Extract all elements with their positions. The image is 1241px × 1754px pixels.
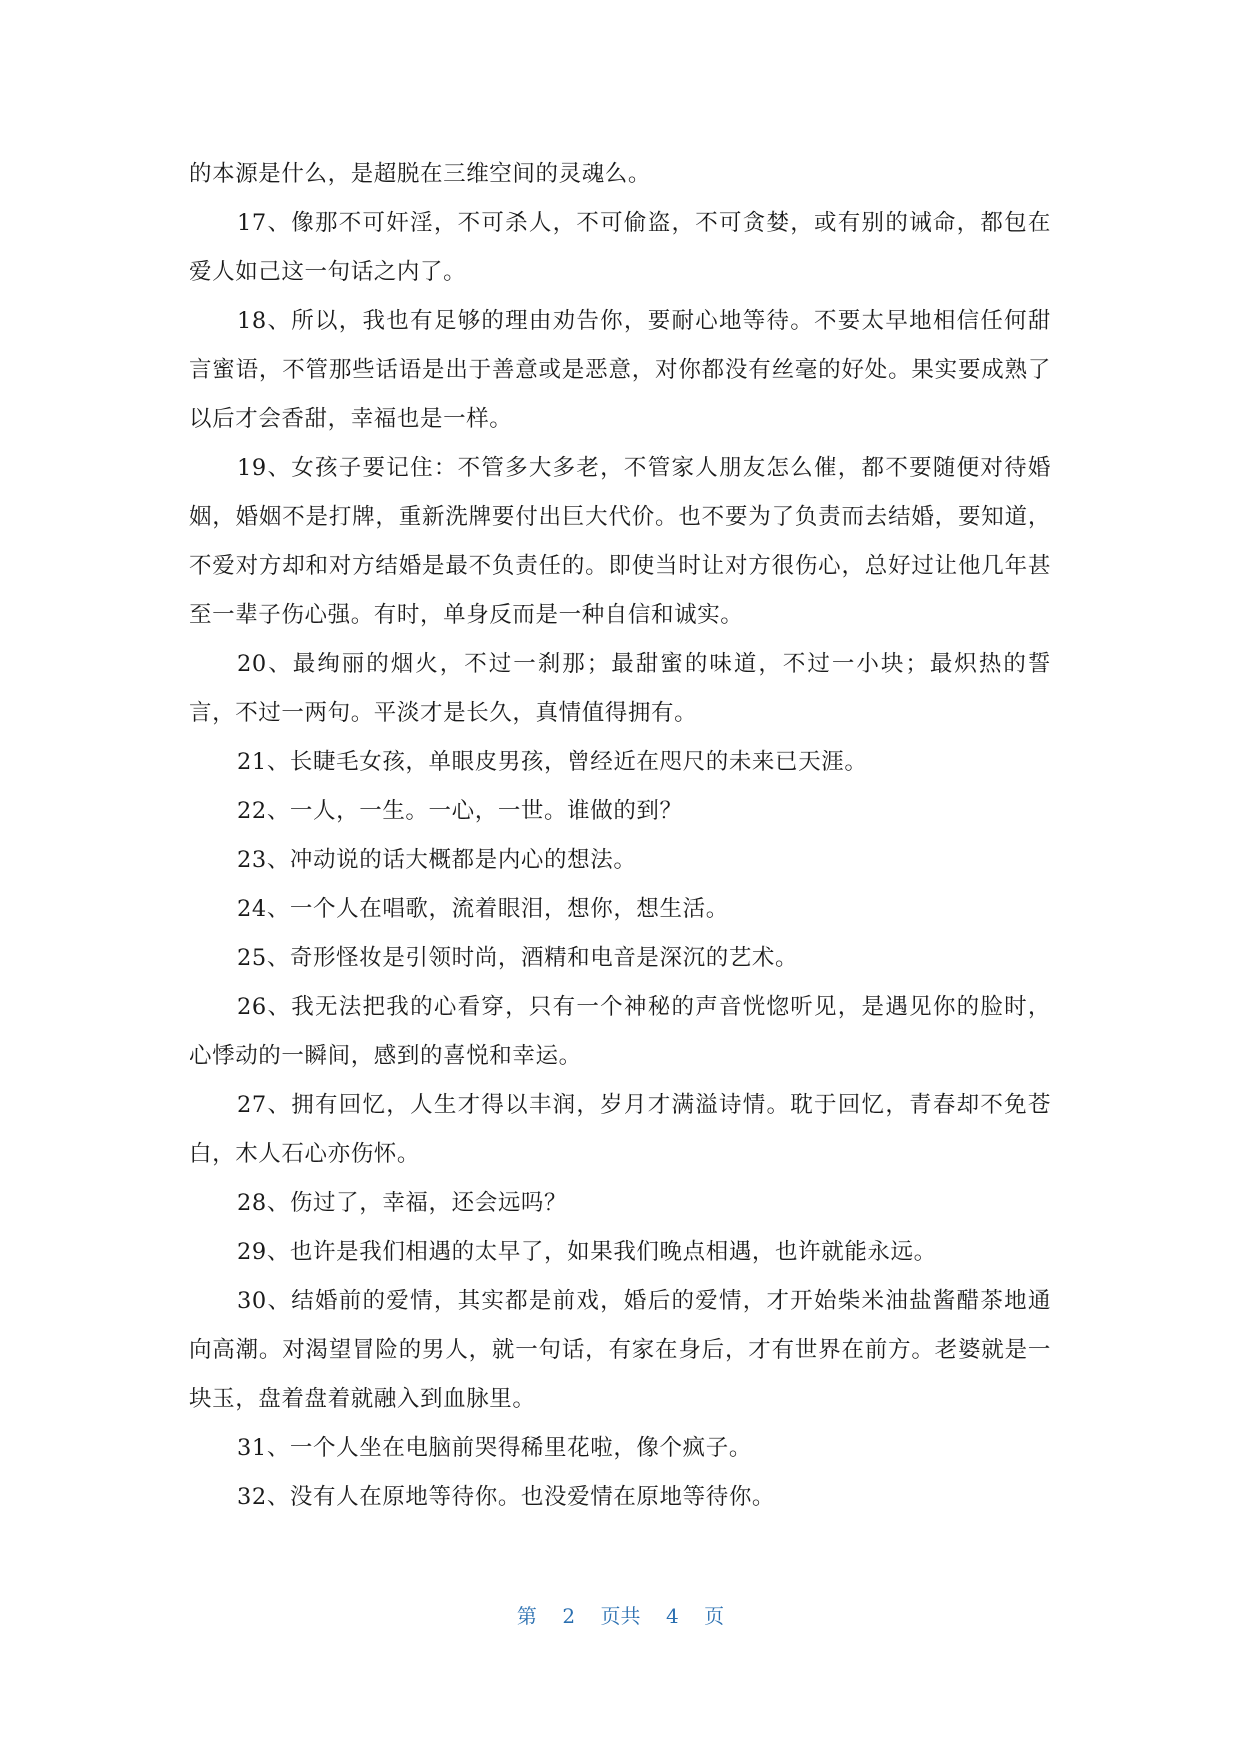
paragraph-29: 29、也许是我们相遇的太早了，如果我们晚点相遇，也许就能永远。: [237, 1239, 937, 1265]
footer-label-page-end: 页: [704, 1604, 725, 1628]
paragraph-21: 21、长睫毛女孩，单眼皮男孩，曾经近在咫尺的未来已天涯。: [237, 749, 868, 775]
paragraph-22: 22、一人，一生。一心，一世。谁做的到？: [237, 798, 683, 824]
paragraph-32: 32、没有人在原地等待你。也没爱情在原地等待你。: [237, 1484, 776, 1510]
paragraph-16-continued: 的本源是什么，是超脱在三维空间的灵魂么。: [189, 161, 652, 187]
paragraph-18: 18、所以，我也有足够的理由劝告你，要耐心地等待。不要太早地相信任何甜言蜜语，不管那些话语是出于善意或是恶意，对你都没有丝毫的好处。果实要成熟了以后才会香甜，幸福也是一样。: [189, 308, 1051, 432]
page-footer: [0, 1600, 1241, 1629]
document-body: [189, 150, 1051, 1522]
paragraph-25: 25、奇形怪妆是引领时尚，酒精和电音是深沉的艺术。: [237, 945, 799, 971]
paragraph-26: 26、我无法把我的心看穿，只有一个神秘的声音恍惚听见，是遇见你的脸时，心悸动的一瞬间，感到的喜悦和幸运。: [189, 994, 1051, 1069]
paragraph-19: 19、女孩子要记住：不管多大多老，不管家人朋友怎么催，都不要随便对待婚姻，婚姻不是打牌，重新洗牌要付出巨大代价。也不要为了负责而去结婚，要知道，不爱对方却和对方结婚是最不负责任的。即使当时让对方很伤心，总好过让他几年甚至一辈子伤心强。有时，单身反而是一种自信和诚实。: [189, 455, 1051, 628]
footer-label-page: 第: [516, 1604, 537, 1628]
paragraph-31: 31、一个人坐在电脑前哭得稀里花啦，像个疯子。: [237, 1435, 752, 1461]
paragraph-24: 24、一个人在唱歌，流着眼泪，想你，想生活。: [237, 896, 729, 922]
paragraph-23: 23、冲动说的话大概都是内心的想法。: [237, 847, 637, 873]
footer-current-page: 2: [562, 1604, 576, 1628]
paragraph-28: 28、伤过了，幸福，还会远吗？: [237, 1190, 568, 1216]
paragraph-17: 17、像那不可奸淫，不可杀人，不可偷盗，不可贪婪，或有别的诫命，都包在爱人如己这一句话之内了。: [189, 210, 1051, 285]
footer-label-page-of: 页共: [600, 1604, 641, 1628]
footer-total-pages: 4: [665, 1604, 679, 1628]
paragraph-20: 20、最绚丽的烟火，不过一刹那；最甜蜜的味道，不过一小块；最炽热的誓言，不过一两句。平淡才是长久，真情值得拥有。: [189, 651, 1051, 726]
paragraph-30: 30、结婚前的爱情，其实都是前戏，婚后的爱情，才开始柴米油盐酱醋茶地通向高潮。对渴望冒险的男人，就一句话，有家在身后，才有世界在前方。老婆就是一块玉，盘着盘着就融入到血脉里。: [189, 1288, 1051, 1412]
paragraph-27: 27、拥有回忆，人生才得以丰润，岁月才满溢诗情。耽于回忆，青春却不免苍白，木人石心亦伤怀。: [189, 1092, 1051, 1167]
